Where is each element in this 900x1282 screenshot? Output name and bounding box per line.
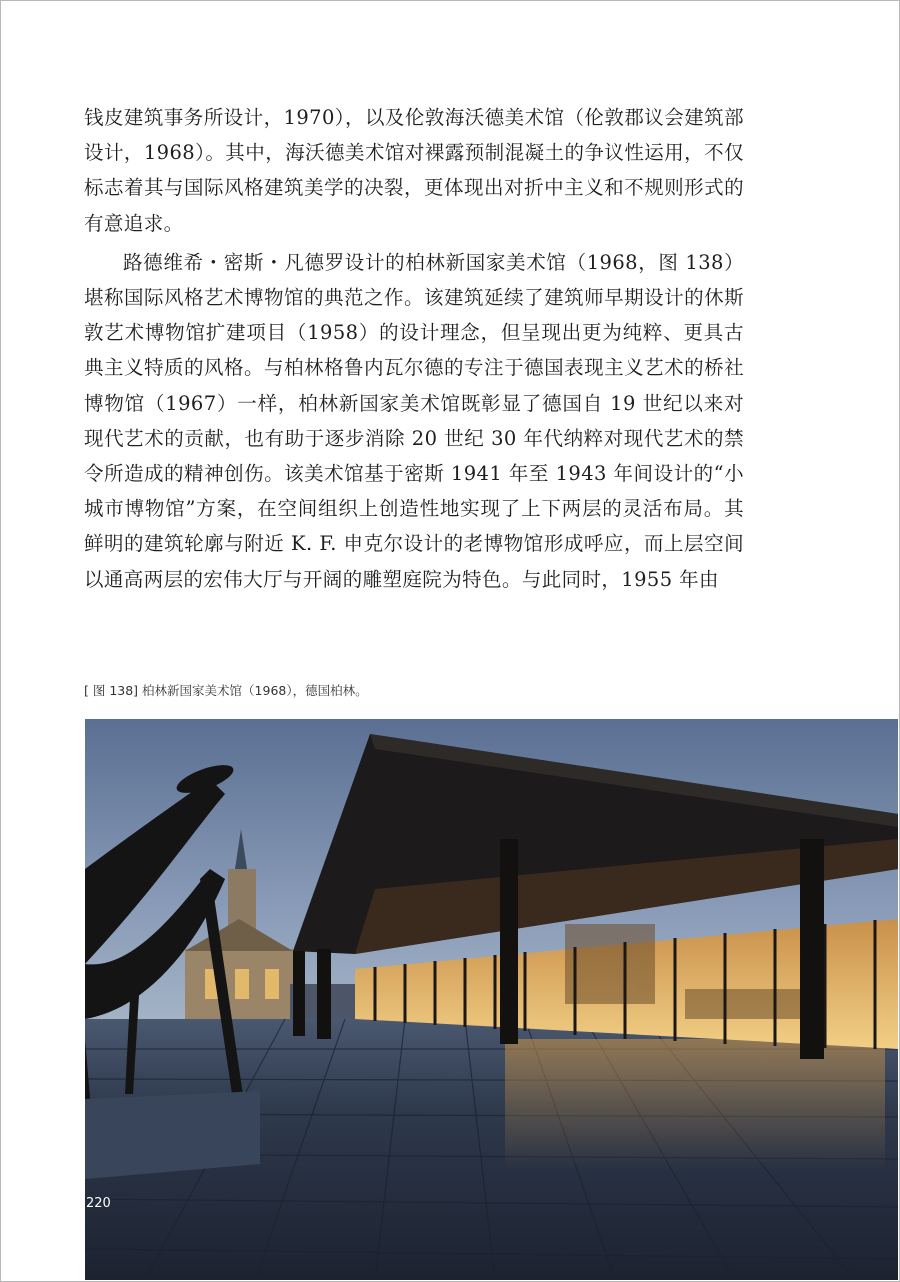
neue-nationalgalerie-photo bbox=[85, 719, 898, 1280]
figure-caption: [ 图 138] 柏林新国家美术馆（1968），德国柏林。 bbox=[84, 683, 368, 698]
body-text bbox=[84, 100, 744, 597]
sculpture-plinth bbox=[85, 1091, 260, 1179]
figure-138-photo bbox=[85, 719, 898, 1280]
page-number: 220 bbox=[86, 1196, 111, 1211]
paragraph-neue-nationalgalerie: 路德维希・密斯・凡德罗设计的柏林新国家美术馆（1968，图 138）堪称国际风格艺术博物馆的典范之作。该建筑延续了建筑师早期设计的休斯敦艺术博物馆扩建项目（1958）的设计理念，但呈现出更为纯粹、更具古典主义特质的风格。与柏林格鲁内瓦尔德的专注于德国表现主义艺术的桥社博物馆（1967）一样，柏林新国家美术馆既彰显了德国自 19 世纪以来对现代艺术的贡献，也有助于逐步消除 20 世纪 30 年代纳粹对现代艺术的禁令所造成的精神创伤。该美术馆基于密斯 1941 年至 1943 年间设计的“小城市博物馆”方案，在空间组织上创造性地实现了上下两层的灵活布局。其鲜明的建筑轮廓与附近 K. F. 申克尔设计的老博物馆形成呼应，而上层空间以通高两层的宏伟大厅与开阔的雕塑庭院为特色。与此同时，1955 年由 bbox=[84, 250, 744, 591]
paragraph-continued: 钱皮建筑事务所设计，1970），以及伦敦海沃德美术馆（伦敦郡议会建筑部设计，1968）。其中，海沃德美术馆对裸露预制混凝土的争议性运用，不仅标志着其与国际风格建筑美学的决裂，更体现出对折中主义和不规则形式的有意追求。 bbox=[84, 106, 744, 235]
glow-reflection bbox=[505, 1039, 885, 1169]
